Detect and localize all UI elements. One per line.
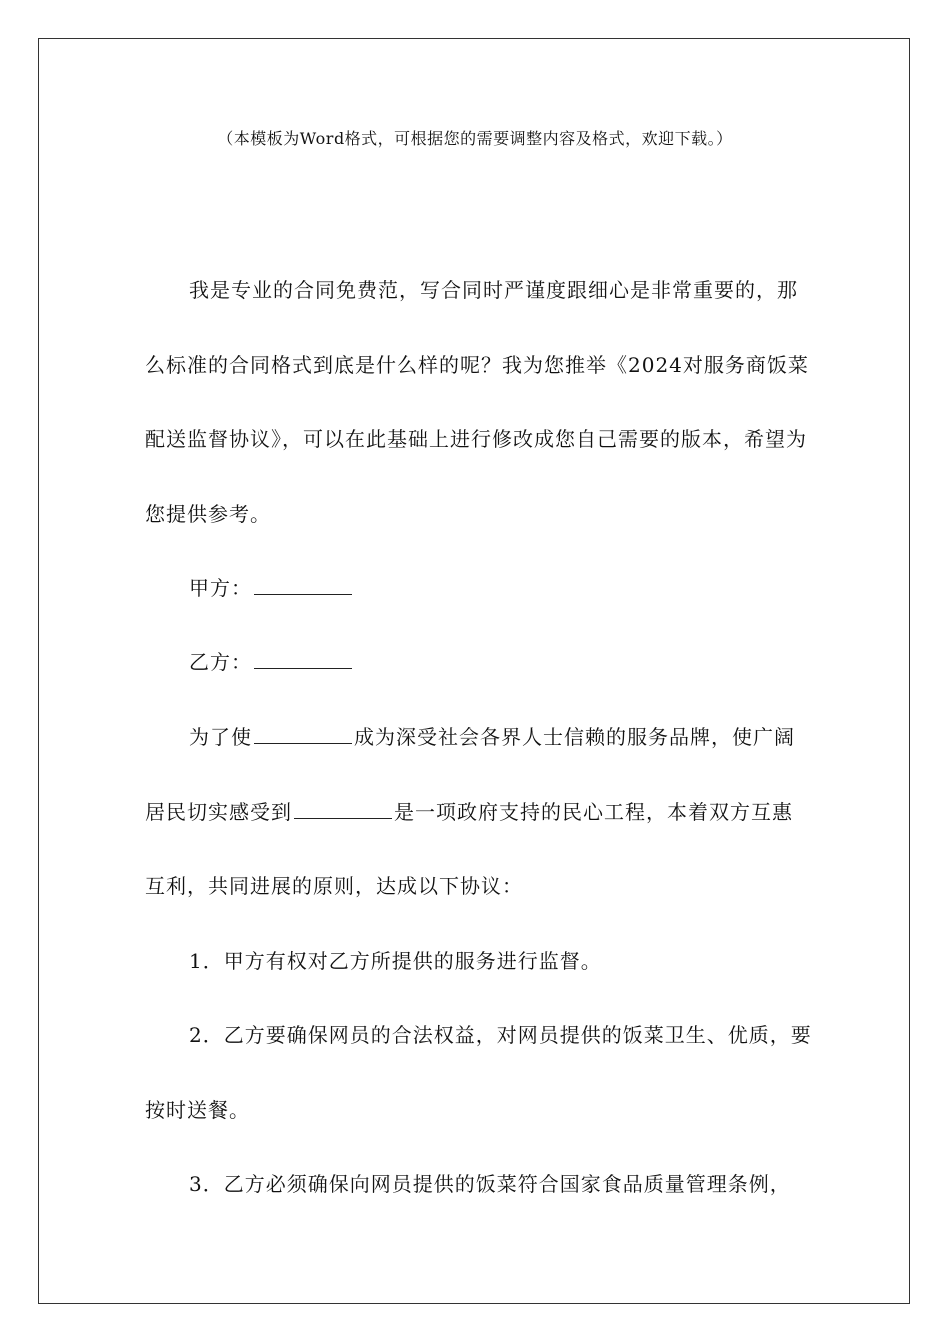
party-a-blank xyxy=(254,593,352,595)
purpose-text-1: 为了使 xyxy=(189,725,252,749)
clause-item-3: 3．乙方必须确保向网员提供的饭菜符合国家食品质量管理条例， xyxy=(189,1172,791,1196)
party-a-label: 甲方： xyxy=(189,576,252,600)
party-b-label: 乙方： xyxy=(189,650,252,674)
intro-paragraph: 我是专业的合同免费范，写合同时严谨度跟细心是非常重要的，那么标准的合同格式到底是什么样的呢？我为您推举《2024对服务商饭菜配送监督协议》，可以在此基础上进行修改成您自己需要的版本，希望为您提供参考。 xyxy=(145,278,809,526)
party-b-line xyxy=(145,625,813,700)
party-b-blank xyxy=(254,667,352,669)
template-note: （本模板为Word格式，可根据您的需要调整内容及格式，欢迎下载。） xyxy=(217,129,733,148)
clause-item-2: 2．乙方要确保网员的合法权益，对网员提供的饭菜卫生、优质，要按时送餐。 xyxy=(145,1023,812,1122)
party-a-line xyxy=(145,551,813,626)
purpose-blank-1 xyxy=(254,742,352,744)
purpose-paragraph xyxy=(145,700,813,924)
clause-item-1: 1．甲方有权对乙方所提供的服务进行监督。 xyxy=(189,949,602,973)
purpose-text-2: 成为深受社会各界人士信赖的服务品牌，使广阔居民切实感受到 xyxy=(145,725,795,824)
purpose-text-3: 是一项政府支持的民心工程，本着双方互惠互利，共同进展的原则，达成以下协议： xyxy=(145,799,793,898)
purpose-blank-2 xyxy=(294,817,392,819)
